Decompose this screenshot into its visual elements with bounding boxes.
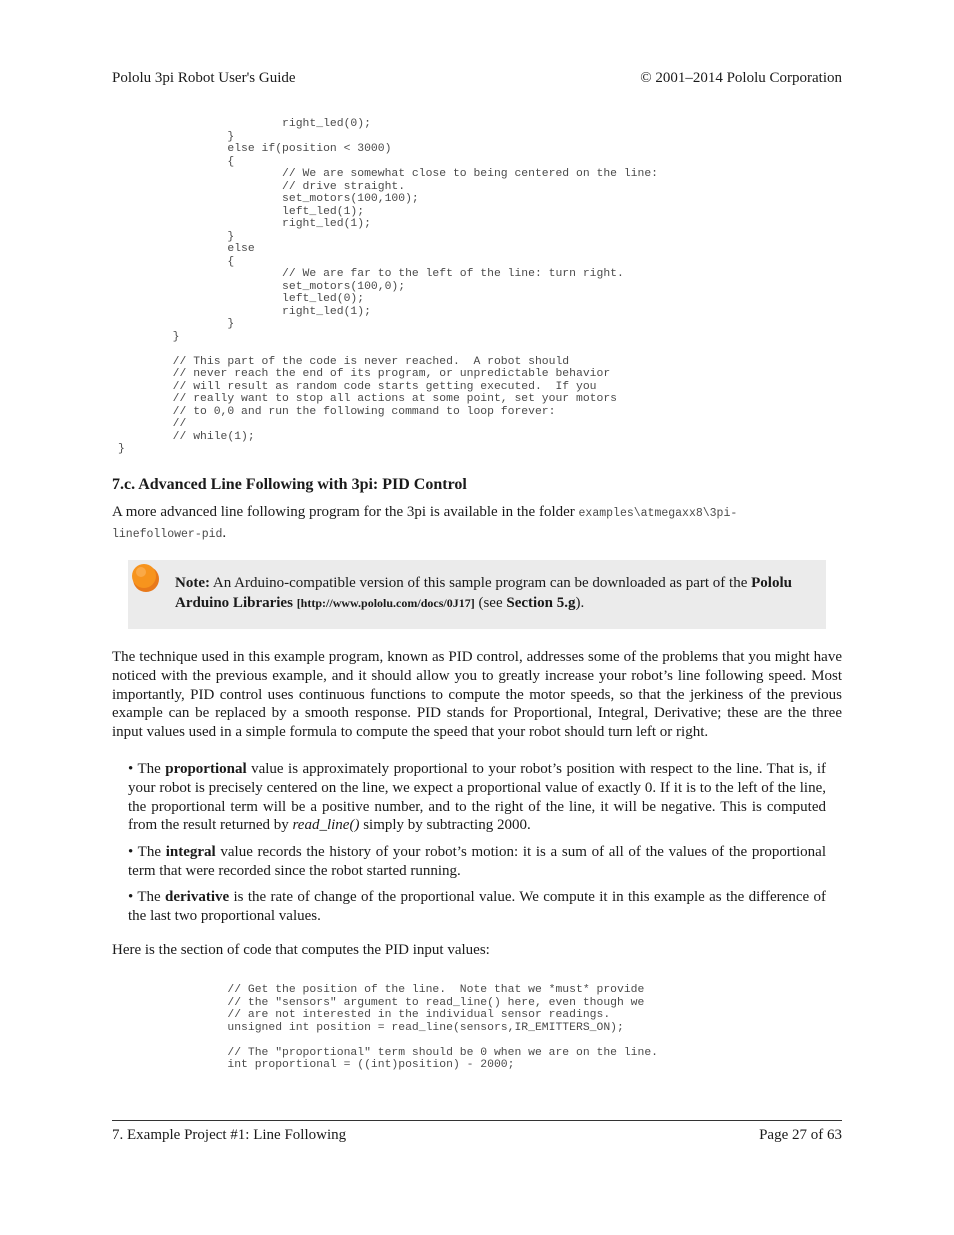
bullet-proportional [128,760,826,835]
footer-page-number: Page 27 of 63 [759,1127,842,1143]
pololu-arduino-libraries-link[interactable]: Pololu Arduino Libraries [175,575,792,611]
code-line: // the "sensors" argument to read_line() here, even though we [118,996,645,1009]
bullet-lead: • The [128,761,166,777]
footer-divider [112,1120,842,1121]
intro-end: . [222,524,227,541]
code-line: } [118,130,235,143]
code-line: } [118,230,235,243]
code-line: set_motors(100,0); [118,280,406,293]
note-box [128,560,826,629]
note-label: Note: [175,575,210,591]
code-block-line-following-end [118,118,658,456]
term-proportional: proportional [165,761,247,777]
note-text [175,574,815,613]
note-icon [130,562,160,592]
technique-paragraph: The technique used in this example program, known as PID control, addresses some of the problems that you might have noticed with the previous example, and it should allow you to greatly increase your robot’s line following speed. Most importantly, PID control uses continuous functions to compute the motor speeds, so that the jerkiness of the previous example can be replaced by a smooth response. PID stands for Proportional, Integral, Derivative; these are the three input values used in a simple formula to compute the speed that your robot should turn left or right. [112,649,842,741]
folder-path-part1: examples\atmegaxx8\3pi- [578,507,738,520]
section-intro-paragraph [112,503,842,545]
code-line: else [118,243,255,255]
code-line: // while(1); [118,430,255,443]
code-line: // We are somewhat close to being centered on the line: [118,168,659,180]
running-header-copyright: © 2001–2014 Pololu Corporation [640,70,842,86]
bullet-text: value is approximately proportional to your robot’s position with respect to the line. That is, if your robot is precisely centered on the line, we expect a proportional value of exactly 0. If it is to the left of the line, the proportional term will be a positive number, and to the right of the line, it will be negative. This is computed from the result returned by [128,761,826,834]
code-line: { [118,255,235,268]
note-body: An Arduino-compatible version of this sample program can be downloaded as part of the [209,575,752,591]
code-line: right_led(0); [118,118,371,130]
code-line: { [118,155,235,168]
term-derivative: derivative [165,889,230,905]
code-line: unsigned int position = read_line(sensors,IR_EMITTERS_ON); [118,1021,624,1034]
folder-path-part2: linefollower-pid [112,527,223,541]
read-line-function: read_line() [292,817,360,834]
code-line: else if(position < 3000) [118,143,392,155]
bullet-text: is the rate of change of the proportional value. We compute it in this example as the difference of the last two proportional values. [128,889,826,924]
code-line: left_led(0); [118,293,365,305]
note-see: (see [474,594,507,611]
code-line: set_motors(100,100); [118,193,419,205]
bullet-tail: simply by subtracting 2000. [359,817,531,834]
bullet-text: value records the history of your robot’s motion: it is a sum of all of the values of the proportional term that were recorded since the robot started running. [128,844,826,879]
code-line: // This part of the code is never reached. A robot should [118,355,570,368]
bullet-integral [128,843,826,881]
code-line: // will result as random code starts getting executed. If you [118,380,597,393]
code-line: // really want to stop all actions at some point, set your motors [118,393,617,405]
code-line: // never reach the end of its program, or unpredictable behavior [118,368,611,380]
intro-text: A more advanced line following program for the 3pi is available in the folder [112,504,579,520]
bullet-derivative [128,888,826,926]
code-line: // The "proportional" term should be 0 when we are on the line. [118,1046,659,1059]
code-line: // drive straight. [118,180,406,193]
code-line: // are not interested in the individual sensor readings. [118,1009,611,1021]
section-5g-link[interactable]: Section 5.g [506,594,576,611]
note-end: ). [575,594,585,611]
note-url[interactable]: [http://www.pololu.com/docs/0J17] [296,595,475,610]
code-line: right_led(1); [118,305,371,318]
code-line: // to 0,0 and run the following command to loop forever: [118,405,556,418]
footer-chapter: 7. Example Project #1: Line Following [112,1127,347,1143]
code-line: left_led(1); [118,205,365,218]
bullet-lead: • The [128,844,166,860]
bullet-lead: • The [128,889,165,905]
running-header-title: Pololu 3pi Robot User's Guide [112,70,296,86]
code-line: // We are far to the left of the line: turn right. [118,268,624,280]
code-line: int proportional = ((int)position) - 2000; [118,1059,515,1071]
code-block-pid-inputs [118,984,658,1072]
term-integral: integral [165,844,216,860]
code-line: // [118,418,187,430]
code-line: // Get the position of the line. Note that we *must* provide [118,984,645,996]
code-line: right_led(1); [118,218,371,230]
section-heading: 7.c. Advanced Line Following with 3pi: PID Control [112,476,467,493]
code-line: } [118,443,125,455]
code-line: } [118,330,180,343]
here-text: Here is the section of code that computes the PID input values: [112,942,490,958]
code-line: } [118,318,235,330]
